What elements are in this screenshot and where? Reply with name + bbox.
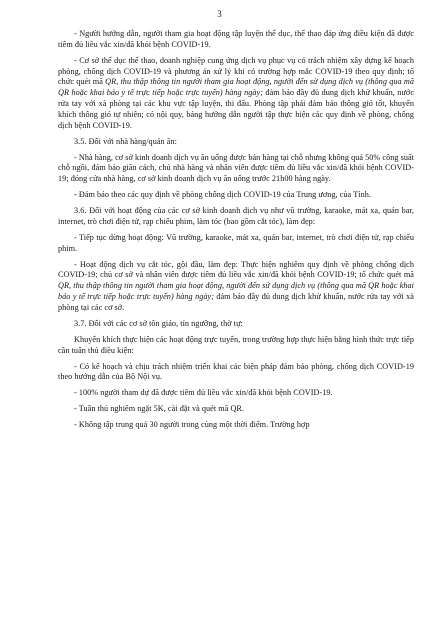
paragraph bbox=[58, 29, 414, 51]
paragraph bbox=[58, 206, 414, 228]
text-segment: - Có kế hoạch và chịu trách nhiệm triển khai các biện pháp đảm bảo phòng, chống dịch COVID-19 theo hướng dẫn của Bộ Nội vụ. bbox=[58, 361, 414, 382]
paragraph bbox=[58, 233, 414, 255]
italic-text-segment: QR, thu thập thông tin người tham gia hoạt động, người đến sử dụng dịch vụ (thông qua mã QR hoặc khai báo y tế trực tiếp hoặc trực tuyến) hàng ngày; bbox=[58, 281, 414, 302]
paragraph bbox=[58, 137, 414, 148]
text-segment: - Đảm bảo theo các quy định về phòng chống dịch COVID-19 của Trung ương, của Tỉnh. bbox=[74, 190, 371, 200]
text-segment: - Cơ sở thể dục thể thao, doanh nghiệp cung ứng dịch vụ phục vụ có trách nhiệm xây dựng kế hoạch phòng, chống dịch COVID-19 và phương án xử lý khi có trường hợp mắc COVID-19 theo quy định; tổ chức quét mã bbox=[58, 55, 414, 87]
page-number: 3 bbox=[217, 9, 222, 19]
text-segment: - Tuân thủ nghiêm ngặt 5K, cài đặt và quét mã QR. bbox=[74, 404, 245, 414]
text-segment: 3.5. Đối với nhà hàng/quán ăn: bbox=[74, 136, 177, 146]
paragraph bbox=[58, 319, 414, 330]
italic-text-segment: QR, thu thập thông tin người tham gia hoạt động, người đến sử dụng dịch vụ (thông qua mã QR hoặc khai báo y tế trực tiếp hoặc trực tuyến) hàng ngày; bbox=[58, 77, 414, 98]
paragraph bbox=[58, 362, 414, 384]
paragraph bbox=[58, 335, 414, 357]
text-segment: đảm bảo đầy đủ dung dịch khử khuẩn, nước rửa tay với xà phòng tại các khu vực tập luyện, thi đấu. Phòng tập phải đảm bảo thông gió tốt, khuyến khích thông gió tự nhiên; có nội quy, bảng hướng dẫn người tập thực hiện các quy định về phòng, chống dịch bệnh COVID-19. bbox=[58, 88, 414, 130]
text-segment: đảm bảo đầy đủ dung dịch khử khuẩn, nước rửa tay với xà phòng tại các cơ sở. bbox=[58, 292, 414, 312]
text-segment: - Nhà hàng, cơ sở kinh doanh dịch vụ ăn uống được bán hàng tại chỗ nhưng không quá 50% công suất chỗ ngồi, đảm bảo giãn cách, chủ nhà hàng và nhân viên được tiêm đủ liều vắc xin/đã khỏi bệnh COVID-19; đóng cửa nhà hàng, cơ sở kinh doanh dịch vụ ăn uống trước 21h00 hàng ngày. bbox=[58, 152, 414, 184]
paragraph bbox=[58, 190, 414, 201]
paragraph bbox=[58, 153, 414, 185]
text-segment: 3.7. Đối với các cơ sở tôn giáo, tín ngưỡng, thờ tự: bbox=[74, 318, 243, 328]
paragraph bbox=[58, 260, 414, 314]
paragraph bbox=[58, 388, 414, 399]
paragraph bbox=[58, 404, 414, 415]
text-segment: Khuyến khích thực hiện các hoạt động trực tuyến, trong trường hợp thực hiện bằng hình thức trực tiếp cần tuân thủ điều kiện: bbox=[58, 334, 414, 355]
text-segment: - Tiếp tục dừng hoạt động: Vũ trường, karaoke, mát xa, quán bar, internet, trò chơi điện tử, rạp chiếu phim. bbox=[58, 232, 414, 253]
text-segment: - 100% người tham dự đã được tiêm đủ liều vắc xin/đã khỏi bệnh COVID-19. bbox=[74, 388, 333, 398]
text-segment: 3.6. Đối với hoạt động của các cơ sở kinh doanh dịch vụ như vũ trường, karaoke, mát xa, quán bar, internet, trò chơi điện tử, rạp chiếu phim, làm tóc (bao gồm cắt tóc), làm đẹp: bbox=[58, 206, 414, 226]
paragraph bbox=[58, 56, 414, 132]
document-body bbox=[58, 29, 414, 431]
text-segment: - Hoạt động dịch vụ cắt tóc, gội đầu, làm đẹp: Thực hiện nghiêm quy định về phòng chống dịch COVID-19; chủ cơ sở và nhân viên được tiêm đủ liều vắc xin/đã khỏi bệnh COVID-19; tổ chức quét mã bbox=[58, 259, 414, 280]
text-segment: - Không tập trung quá 30 người trong cùng một thời điểm. Trường hợp bbox=[74, 420, 310, 430]
text-segment: - Người hướng dẫn, người tham gia hoạt động tập luyện thể dục, thể thao đáp ứng điều kiện đã được tiêm đủ liều vắc xin/đã khỏi bệnh COVID-19. bbox=[58, 29, 414, 49]
paragraph bbox=[58, 420, 414, 431]
